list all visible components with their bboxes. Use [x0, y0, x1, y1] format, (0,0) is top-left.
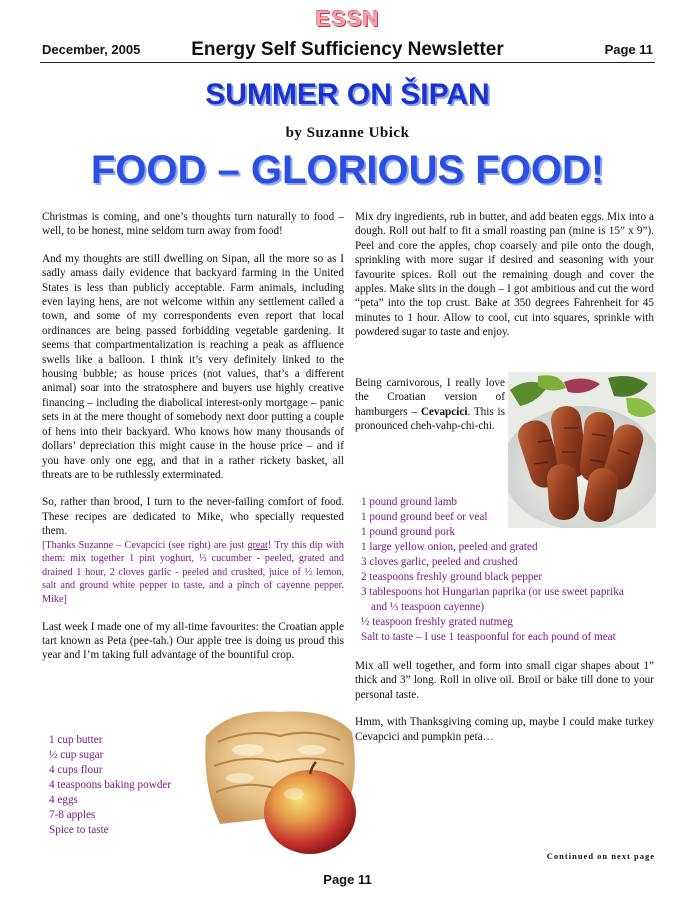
paragraph: Being carnivorous, I really love the Croatian version of hamburgers – Cevapcici. This is pronounced cheh-vahp-chi-chi.: [355, 377, 505, 433]
ingredient: 1 cup butter: [49, 734, 103, 746]
header-page-number: Page 11: [604, 42, 653, 57]
cevapcici-ingredient-list: [361, 495, 624, 645]
peta-ingredient-list: [49, 733, 171, 838]
cevapcici-intro: [355, 376, 505, 447]
newsletter-title: Energy Self Sufficiency Newsletter: [191, 39, 504, 60]
paragraph: Hmm, with Thanksgiving coming up, maybe I could make turkey Cevapcici and pumpkin peta…: [355, 716, 654, 743]
left-column: [42, 210, 344, 676]
ingredient: ½ cup sugar: [49, 749, 104, 761]
paragraph: Mix dry ingredients, rub in butter, and add beaten eggs. Mix into a dough. Roll out half to fit a small roasting pan (mine is 15” x 9”). Peel and core the apples, chop coarsely and pile onto the dough, sprinkling with more sugar if desired and seasoning with your favourite spices. Roll out the remaining dough and cover the apples. Make slits in the dough – I got ambitious and cut the word “peta” into the top crust. Bake at 350 degrees Fahrenheit for 45 minutes to 1 hour. Allow to cool, cut into squares, sprinkle with powdered sugar to taste and enjoy.: [355, 211, 654, 339]
paragraph: So, rather than brood, I turn to the never-failing comfort of food. These recipes are dedicated to Mike, who specially requested them.: [42, 496, 344, 538]
ingredient: 1 large yellow onion, peeled and grated: [361, 541, 538, 553]
header-rule: [40, 62, 655, 63]
article-byline: by Suzanne Ubick: [285, 125, 410, 141]
article-headline: FOOD – GLORIOUS FOOD!: [90, 148, 605, 192]
ingredient: 4 teaspoons baking powder: [49, 779, 172, 791]
ingredient: 4 cups flour: [49, 764, 103, 776]
right-column-top: [355, 210, 654, 353]
ingredient: ½ teaspoon freshly grated nutmeg: [361, 616, 513, 628]
issue-date: December, 2005: [42, 42, 141, 57]
right-column-bottom: [355, 659, 654, 757]
ingredient: 1 pound ground beef or veal: [361, 511, 488, 523]
ingredient: and ⅓ teaspoon cayenne): [371, 601, 485, 613]
ingredient: Spice to taste: [49, 824, 109, 836]
paragraph: Christmas is coming, and one’s thoughts turn naturally to food – well, to be honest, mine seldom turn away from food!: [42, 211, 344, 238]
ingredient: 7-8 apples: [49, 809, 96, 821]
article-kicker: SUMMER ON ŠIPAN: [205, 78, 490, 111]
footer-page-number: Page 11: [323, 872, 372, 887]
ingredient: 1 pound ground pork: [361, 526, 456, 538]
ingredient: Salt to taste – I use 1 teaspoonful for each pound of meat: [361, 631, 616, 643]
continued-note: Continued on next page: [546, 851, 655, 861]
paragraph: And my thoughts are still dwelling on Sipan, all the more so as I sadly amass daily evidence that backyard farming in the United States is less than publicly acceptable. Farm animals, including even laying hens, are not welcome within any settlement called a town, and some of my correspondents even report that local ordinances are being passed forbidding vegetable gardening. It seems that compartmentalization is reaching a peak as affluence swells like a balloon. I think it’s very definitely linked to the housing bubble; as house prices (not values, that’s a different animal) soar into the stratosphere and buyers use highly creative financing – including the diabolical interest-only mortgage – panic sets in at the mere thought of somebody next door putting a couple of hens into their backyard. Who knows how many thousands of dollars’ depreciation this might cause in the house price – and if you have only one egg, and that in a rather rickety basket, all threats are to be ruthlessly exterminated.: [42, 252, 344, 481]
ingredient: 1 pound ground lamb: [361, 496, 458, 508]
ingredient: 2 teaspoons freshly ground black pepper: [361, 571, 543, 583]
paragraph: Mix all well together, and form into small cigar shapes about 1” thick and 3” long. Roll in olive oil. Broil or bake till done to your personal taste.: [355, 660, 654, 701]
paragraph: Last week I made one of my all-time favourites: the Croatian apple tart known as Peta (pee-tah.) Our apple tree is doing us proud this year and I’m taking full advantage of the bountiful crop.: [42, 620, 344, 662]
ingredient: 3 cloves garlic, peeled and crushed: [361, 556, 518, 568]
editor-note: [Thanks Suzanne – Cevapcici (see right) are just great! Try this dip with them: mix together 1 pint yoghurt, ½ cucumber - peeled, grated and drained 1 hour, 2 cloves garlic - peeled and crushed, juice of ½ lemon, salt and ground white pepper to taste, and a pinch of cayenne pepper. Mike]: [42, 539, 344, 605]
essn-logo: ESSN: [315, 6, 380, 31]
ingredient: 4 eggs: [49, 794, 78, 806]
ingredient: 3 tablespoons hot Hungarian paprika (or use sweet paprika: [361, 586, 624, 598]
apple-tart-photo: [200, 706, 360, 856]
